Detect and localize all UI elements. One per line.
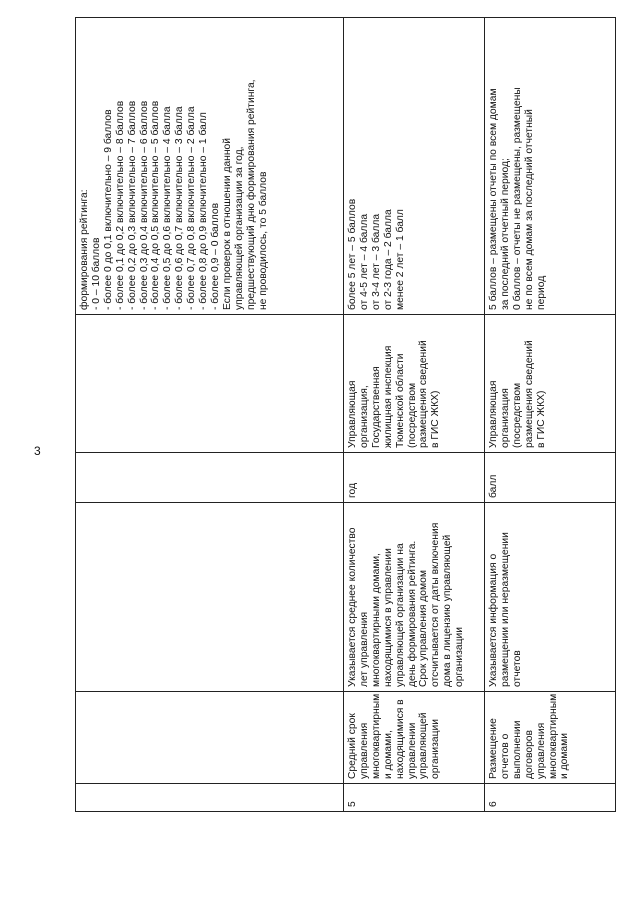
cell-num: 6: [485, 784, 616, 812]
text-line: - более 0,5 до 0,6 включительно – 4 балла: [162, 106, 174, 310]
text-line: организации: [454, 627, 466, 687]
text-line: - 0 – 10 баллов: [90, 237, 102, 310]
text-line: в ГИС ЖКХ): [535, 390, 547, 448]
text-line: (посредством: [511, 382, 523, 448]
rotated-table-wrapper: [75, 18, 615, 812]
text-line: находящимися в управлении: [382, 548, 394, 687]
text-line: за последний отчетный период;: [499, 158, 511, 310]
text-line: многоквартирным: [547, 693, 559, 779]
text-line: размещения сведений: [418, 340, 430, 448]
text-line: управляющей: [418, 712, 430, 779]
text-line: размещения сведений: [523, 340, 535, 448]
text-line: Срок управления домом: [418, 570, 430, 687]
text-line: отчетов: [511, 650, 523, 687]
text-line: - более 0,9 – 0 баллов: [209, 202, 221, 310]
text-line: организации: [430, 719, 442, 779]
cell-source: [485, 315, 616, 453]
text-line: договоров: [523, 730, 535, 779]
text-line: от 3-4 лет – 3 балла: [370, 213, 382, 310]
cell-source: [76, 315, 344, 453]
text-line: управляющей организации за год,: [233, 146, 245, 310]
text-line: управлении: [406, 722, 418, 779]
text-line: - более 0 до 0,1 включительно – 9 баллов: [102, 109, 114, 310]
text-line: организация: [499, 388, 511, 448]
cell-scale: [76, 18, 344, 315]
text-line: - более 0,6 до 0,7 включительно – 3 балла: [174, 106, 186, 310]
text-line: дома в лицензию управляющей: [442, 534, 454, 687]
text-line: и домами: [559, 733, 571, 779]
text-line: период: [535, 275, 547, 310]
rating-criteria-table: [75, 17, 616, 812]
text-line: управления: [535, 722, 547, 779]
cell-source: [344, 315, 485, 453]
text-line: многоквартирным: [370, 693, 382, 779]
text-line: находящимися в: [394, 699, 406, 779]
cell-num: 5: [344, 784, 485, 812]
table-row-5: [344, 18, 485, 812]
cell-unit: [76, 453, 344, 503]
cell-description: [76, 503, 344, 692]
cell-num: [76, 784, 344, 812]
text-line: отчетов о: [499, 733, 511, 779]
text-line: размещении или неразмещении: [499, 532, 511, 687]
text-line: Управляющая: [488, 380, 499, 448]
text-line: Управляющая: [347, 380, 358, 448]
text-line: жилищная инспекция: [382, 345, 394, 448]
text-line: более 5 лет – 5 баллов: [347, 198, 358, 310]
cell-scale: [344, 18, 485, 315]
text-line: организация,: [358, 385, 370, 448]
text-line: предшествующий дню формирования рейтинга,: [245, 79, 257, 310]
cell-unit: балл: [485, 453, 616, 503]
text-line: управления: [358, 722, 370, 779]
text-line: - более 0,1 до 0,2 включительно – 8 баллов: [114, 100, 126, 310]
cell-indicator: [76, 692, 344, 784]
text-line: не по всем домам за последний отчетный: [523, 109, 535, 310]
text-line: от 4-5 лет – 4 балла: [358, 213, 370, 310]
text-line: не проводилось, то 5 баллов: [257, 171, 269, 310]
text-line: Размещение: [488, 718, 499, 779]
cell-description: [344, 503, 485, 692]
cell-indicator: [485, 692, 616, 784]
text-line: многоквартирными домами,: [370, 552, 382, 687]
text-line: выполнении: [511, 720, 523, 779]
table-row-6: [485, 18, 616, 812]
text-line: (посредством: [406, 382, 418, 448]
table-row-continuation: [76, 18, 344, 812]
text-line: Средний срок: [347, 713, 358, 779]
text-line: лет управления: [358, 611, 370, 687]
text-line: в ГИС ЖКХ): [430, 390, 442, 448]
cell-scale: [485, 18, 616, 315]
document-sheet: [75, 18, 615, 812]
cell-unit: год: [344, 453, 485, 503]
cell-description: [485, 503, 616, 692]
text-line: Если проверок в отношении данной: [221, 137, 233, 310]
text-line: Указывается среднее количество: [347, 527, 358, 687]
text-line: 0 баллов – отчеты не размещены, размещены: [511, 87, 523, 310]
text-line: - более 0,2 до 0,3 включительно – 7 баллов: [126, 100, 138, 310]
text-line: Указывается информация о: [488, 553, 499, 687]
text-line: Тюменской области: [394, 353, 406, 448]
text-line: формирования рейтинга:: [79, 189, 90, 310]
text-line: день формирования рейтинга.: [406, 540, 418, 687]
text-line: 5 баллов – размещены отчеты по всем домам: [488, 88, 499, 310]
text-line: - более 0,3 до 0,4 включительно – 6 баллов: [138, 100, 150, 310]
cell-indicator: [344, 692, 485, 784]
text-line: - более 0,8 до 0,9 включительно – 1 балл: [198, 112, 210, 310]
text-line: менее 2 лет – 1 балл: [394, 209, 406, 310]
text-line: отсчитывается от даты включения: [430, 522, 442, 687]
page-number: 3: [34, 444, 41, 458]
text-line: - более 0,4 до 0,5 включительно – 5 баллов: [150, 100, 162, 310]
text-line: управляющей организации на: [394, 543, 406, 687]
text-line: - более 0,7 до 0,8 включительно – 2 балла: [186, 106, 198, 310]
text-line: Государственная: [370, 366, 382, 448]
text-line: от 2-3 года – 2 балла: [382, 209, 394, 310]
text-line: и домами,: [382, 730, 394, 779]
